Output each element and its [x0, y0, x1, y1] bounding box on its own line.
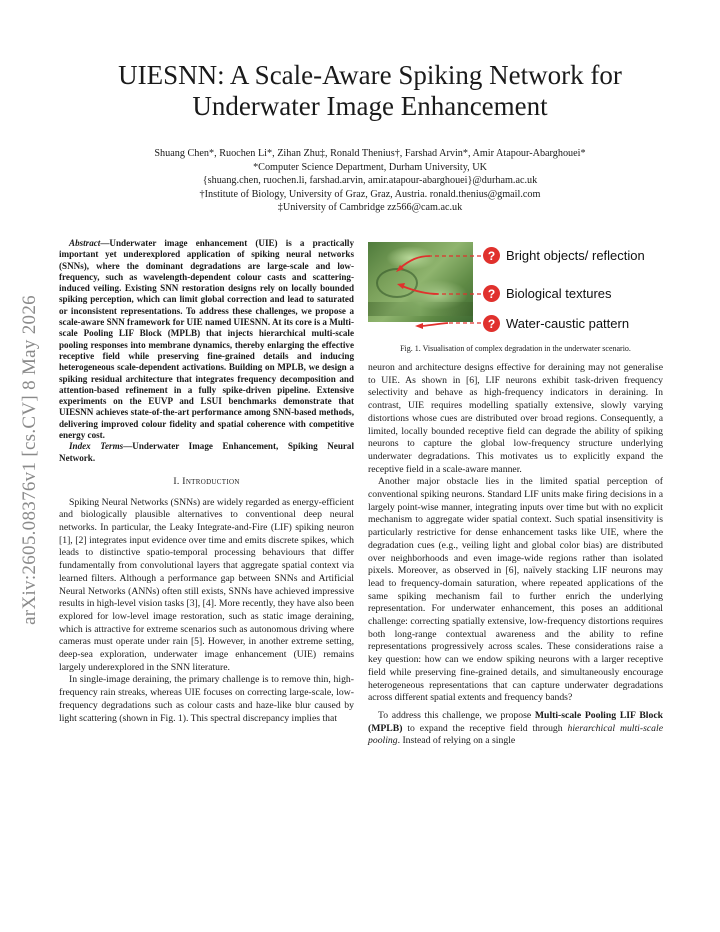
text-run: to expand the receptive field through: [402, 722, 568, 734]
label-text: Bright objects/ reflection: [506, 248, 645, 263]
section-numeral: I.: [173, 475, 183, 487]
figure-caption: Fig. 1. Visualisation of complex degradation in the underwater scenario.: [400, 344, 631, 353]
paragraph: In single-image deraining, the primary challenge is to remove thin, high-frequency rain streaks, whereas UIE focuses on correcting large-scale, low-frequency degradations such as colour casts and haze-like blur caused by light scattering (shown in Fig. 1). This spectral discrepancy implies that: [59, 674, 354, 724]
left-column: [59, 238, 354, 725]
pooling-term: hierarchical multi-scale pooling: [368, 722, 663, 747]
index-terms: [59, 441, 354, 464]
section-heading-introduction: [59, 476, 354, 489]
label-text: Water-caustic pattern: [506, 316, 630, 331]
arrowhead-textures: [397, 283, 405, 289]
title-line-1: UIESNN: A Scale-Aware Spiking Network for: [118, 60, 622, 90]
label-bright-objects: [483, 247, 645, 264]
title-line-2: Underwater Image Enhancement: [192, 91, 548, 121]
arrowhead-caustic: [415, 323, 423, 329]
paragraph: neuron and architecture designs effective for deraining may not generalise to UIE. As shown in [6], LIF neurons exhibit task-driven frequency selectivity and behave as high-frequency indicators in deraining. In contrast, UIE requires modelling spatially extensive, slowly varying distortions whose cues are distributed over broad regions. Consequently, a limited, locally bounded receptive field can degrade the ability of spiking neurons to capture the global low-frequency structure underlying underwater degradations. This motivates us to explicitly expand the receptive field in a scale-aware manner.: [368, 362, 663, 475]
mplb-term: Multi-scale Pooling LIF Block (MPLB): [368, 709, 664, 734]
affiliation-graz: †Institute of Biology, University of Graz, Graz, Austria. ronald.thenius@gmail.com: [199, 188, 541, 200]
label-water-caustic: [483, 315, 629, 332]
text-run: . Instead of relying on a single: [397, 735, 516, 747]
paragraph: Another major obstacle lies in the limited spatial perception of conventional spiking neurons. Standard LIF units make firing decisions in a largely point-wise manner, integrating inputs over time but with no explicit mechanism to aggregate wider spatial context. Such spatial insensitivity is particularly restrictive for dense enhancement tasks like UIE, where the degradation cues (e.g., veiling light and global color bias) are distributed over neighborhoods and even image-wide regions rather than isolated pixels. Moreover, as observed in [6], naïvely stacking LIF neurons may lead to frequency-domain saturation, where repeated applications of the same spiking mechanism fail to further enrich the underlying representation. For underwater enhancement, this poses an additional challenge: correcting spatially extensive, low-frequency distortions requires both long-range contextual awareness and the ability to refine representations progressively across scales. These considerations raise a key question: how can we endow spiking neurons with a larger receptive field while preserving fine-grained details, and simultaneously encourage heterogeneous representations that can capture underwater degradations across different spatial extents and frequency bands?: [368, 476, 663, 704]
abstract: [59, 238, 354, 441]
label-biological-textures: [483, 285, 612, 302]
author-block: [60, 147, 680, 215]
abstract-text: —Underwater image enhancement (UIE) is a practically important yet underexplored application of spiking neural networks (SNNs), where the dominant degradations are large-scale and low-frequency, such as wavelength-dependent colour casts and scattering-induced veiling. Existing SNN restoration designs rely on locally bounded spiking perception, which can limit global correction and lead to saturated or inconsistent representations. To address these challenges, we propose a scale-aware SNN framework for UIE named UIESNN. At its core is a Multi-scale Pooling LIF Block (MPLB) that injects hierarchical multi-scale pooling responses into membrane dynamics, thereby enlarging the effective receptive field while preserving fine-grained details and inducing heterogeneous scale-dependent activations. Building on MPLB, we design a spiking residual architecture that integrates frequency decomposition and attention-based refinement in a fully spike-driven pipeline. Extensive experiments on the EUVP and LSUI benchmarks demonstrate that UIESNN achieves state-of-the-art performance among SNN-based methods, delivering improved colour fidelity and spatial coherence with competitive energy cost.: [59, 238, 354, 441]
arxiv-identifier: arXiv:2605.08376v1 [cs.CV] 8 May 2026: [19, 295, 40, 625]
question-icon: ?: [483, 247, 500, 264]
affiliation-cambridge: ‡University of Cambridge zz566@cam.ac.uk: [277, 202, 463, 214]
arrow-curve-textures: [402, 286, 438, 294]
figure-1: [368, 236, 663, 360]
right-column: [368, 362, 663, 748]
paragraph: Spiking Neural Networks (SNNs) are widely regarded as energy-efficient and biologically plausible alternatives to conventional deep neural networks. In particular, the Leaky Integrate-and-Fire (LIF) spiking neuron [1], [2] integrates input evidence over time and emits discrete spikes, which leads to distinctive spatio-temporal processing behaviours that differ fundamentally from convolutional layers that aggregate spatial context via learned filters. Although a performance gap between SNNs and Artificial Neural Networks (ANNs) often still exists, SNNs have achieved impressive results in high-level vision tasks [3], [4]. More recently, they have also been explored for low-level image restoration, such as static image deraining, which is attractive for extreme scenarios such as autonomous driving where cameras must operate under rain [5]. However, in another extreme setting, deep-sea exploration, underwater image enhancement (UIE) remains largely underexplored in the SNN literature.: [59, 496, 354, 673]
arxiv-sidebar: [2, 250, 58, 670]
arrow-curve-caustic: [420, 323, 448, 326]
section-title: Introduction: [182, 475, 240, 487]
paragraph-mplb: [368, 710, 663, 748]
emails-durham: {shuang.chen, ruochen.li, farshad.arvin, amir.atapour-abarghouei}@durham.ac.uk: [202, 175, 538, 187]
index-terms-text: —Underwater Image Enhancement, Spiking Neural Network.: [59, 441, 354, 463]
author-names: Shuang Chen*, Ruochen Li*, Zihan Zhu‡, Ronald Thenius†, Farshad Arvin*, Amir Atapour-Abarghouei*: [154, 148, 586, 159]
question-icon: ?: [483, 285, 500, 302]
label-text: Biological textures: [506, 286, 612, 301]
text-run: To address this challenge, we propose: [378, 709, 535, 721]
affiliation-durham: *Computer Science Department, Durham University, UK: [253, 161, 487, 173]
paper-title: [60, 60, 680, 122]
arrow-curve-reflection: [400, 256, 430, 268]
index-terms-lead: Index Terms: [69, 441, 124, 452]
abstract-lead: Abstract: [69, 238, 101, 248]
question-icon: ?: [483, 315, 500, 332]
